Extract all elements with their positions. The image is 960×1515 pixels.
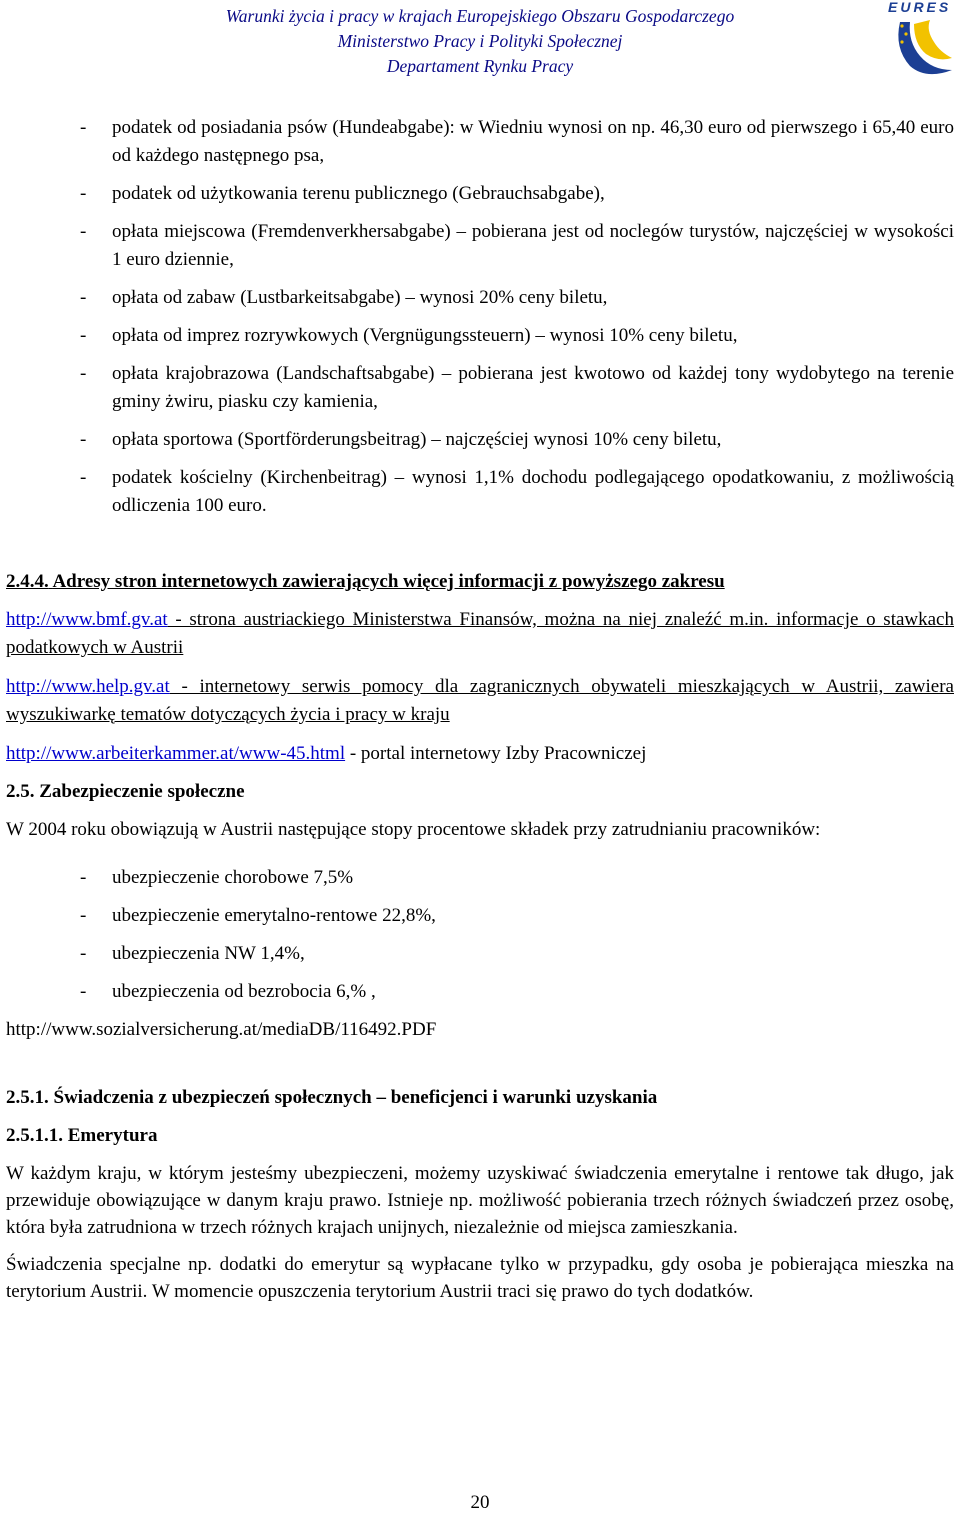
list-item-text: opłata od zabaw (Lustbarkeitsabgabe) – wynosi 20% ceny biletu, bbox=[112, 287, 608, 308]
list-item: - ubezpieczenia NW 1,4%, bbox=[6, 940, 954, 968]
header-text bbox=[160, 4, 800, 79]
link-entry bbox=[6, 740, 954, 768]
link-entry bbox=[6, 673, 954, 729]
section-number: 2.4.4. bbox=[6, 571, 49, 592]
header-line-1: Warunki życia i pracy w krajach Europejskiego Obszaru Gospodarczego bbox=[225, 6, 735, 26]
list-item: - ubezpieczenia od bezrobocia 6,% , bbox=[6, 978, 954, 1006]
list-item-text: opłata krajobrazowa (Landschaftsabgabe) – pobierana jest kwotowo od każdej tony wydobytego na terenie gminy żwiru, piasku czy kamienia, bbox=[112, 363, 954, 412]
list-item-text: podatek od użytkowania terenu publicznego (Gebrauchsabgabe), bbox=[112, 183, 605, 204]
section-title: Adresy stron internetowych zawierających więcej informacji z powyższego zakresu bbox=[52, 571, 725, 592]
fees-list bbox=[6, 114, 954, 520]
section-heading-2-5-1: 2.5.1. Świadczenia z ubezpieczeń społecznych – beneficjenci i warunki uzyskania bbox=[6, 1087, 658, 1108]
header-line-3: Departament Rynku Pracy bbox=[386, 56, 574, 76]
list-item: - ubezpieczenie chorobowe 7,5% bbox=[6, 864, 954, 892]
section-heading-2-5-1-1: 2.5.1.1. Emerytura bbox=[6, 1125, 158, 1146]
list-item-text: ubezpieczenie chorobowe 7,5% bbox=[112, 867, 354, 888]
list-item-text: podatek od posiadania psów (Hundeabgabe): w Wiedniu wynosi on np. 46,30 euro od pierwszego i 65,40 euro od każdego następnego psa, bbox=[112, 117, 954, 166]
link-description: - strona austriackiego Ministerstwa Finansów, można na niej znaleźć m.in. informacje o stawkach podatkowych w Austrii bbox=[6, 609, 954, 658]
link-description: - internetowy serwis pomocy dla zagranicznych obywateli mieszkających w Austrii, zawiera wyszukiwarkę tematów dotyczących życia i pracy w kraju bbox=[6, 676, 954, 725]
bmf-link[interactable]: http://www.bmf.gv.at bbox=[6, 609, 168, 630]
list-item: - opłata od imprez rozrywkowych (Vergnügungssteuern) – wynosi 10% ceny biletu, bbox=[6, 322, 954, 350]
source-url: http://www.sozialversicherung.at/mediaDB/116492.PDF bbox=[6, 1019, 437, 1040]
page-header bbox=[0, 0, 960, 80]
list-item: - opłata sportowa (Sportförderungsbeitrag) – najczęściej wynosi 10% ceny biletu, bbox=[6, 426, 954, 454]
list-item-text: podatek kościelny (Kirchenbeitrag) – wynosi 1,1% dochodu podlegającego opodatkowaniu, z możliwością odliczenia 100 euro. bbox=[112, 467, 954, 516]
eures-logo-text: EURES bbox=[888, 0, 952, 15]
list-item: - opłata krajobrazowa (Landschaftsabgabe) – pobierana jest kwotowo od każdej tony wydobytego na terenie gminy żwiru, piasku czy kamienia, bbox=[6, 360, 954, 416]
section-heading-2-4-4 bbox=[6, 568, 954, 596]
list-item-text: opłata sportowa (Sportförderungsbeitrag) – najczęściej wynosi 10% ceny biletu, bbox=[112, 429, 722, 450]
contribution-list bbox=[6, 864, 954, 1006]
link-description: - portal internetowy Izby Pracowniczej bbox=[345, 743, 647, 764]
list-item: - opłata miejscowa (Fremdenverkhersabgabe) – pobierana jest od noclegów turystów, najczęściej w wysokości 1 euro dziennie, bbox=[6, 218, 954, 274]
list-item-text: ubezpieczenia NW 1,4%, bbox=[112, 943, 305, 964]
list-item-text: ubezpieczenia od bezrobocia 6,% , bbox=[112, 981, 376, 1002]
list-item: - opłata od zabaw (Lustbarkeitsabgabe) – wynosi 20% ceny biletu, bbox=[6, 284, 954, 312]
list-item-text: opłata od imprez rozrywkowych (Vergnügungssteuern) – wynosi 10% ceny biletu, bbox=[112, 325, 738, 346]
list-item: - ubezpieczenie emerytalno-rentowe 22,8%, bbox=[6, 902, 954, 930]
page-number: 20 bbox=[470, 1492, 490, 1513]
paragraph: W każdym kraju, w którym jesteśmy ubezpieczeni, możemy uzyskiwać świadczenia emerytalne i rentowe tak długo, jak przewiduje obowiązujące w danym kraju prawo. Istnieje np. możliwość pobierania trzech różnych świadczeń przez osobę, która była zatrudniona w trzech różnych krajach unijnych, niezależnie od miejsca zamieszkania. bbox=[6, 1163, 954, 1238]
section-heading-2-5: 2.5. Zabezpieczenie społeczne bbox=[6, 781, 245, 802]
help-link[interactable]: http://www.help.gv.at bbox=[6, 676, 170, 697]
list-item-text: ubezpieczenie emerytalno-rentowe 22,8%, bbox=[112, 905, 436, 926]
paragraph: Świadczenia specjalne np. dodatki do emerytur są wypłacane tylko w przypadku, gdy osoba je pobierająca mieszka na terytorium Austrii. W momencie opuszczenia terytorium Austrii traci się prawo do tych dodatków. bbox=[6, 1254, 954, 1302]
eures-logo bbox=[880, 0, 960, 80]
link-entry bbox=[6, 606, 954, 662]
arbeiterkammer-link[interactable]: http://www.arbeiterkammer.at/www-45.html bbox=[6, 743, 346, 764]
paragraph: W 2004 roku obowiązują w Austrii następujące stopy procentowe składek przy zatrudnianiu pracowników: bbox=[6, 819, 821, 840]
list-item: - podatek od użytkowania terenu publicznego (Gebrauchsabgabe), bbox=[6, 180, 954, 208]
list-item: - podatek od posiadania psów (Hundeabgabe): w Wiedniu wynosi on np. 46,30 euro od pierwszego i 65,40 euro od każdego następnego psa, bbox=[6, 114, 954, 170]
list-item-text: opłata miejscowa (Fremdenverkhersabgabe) – pobierana jest od noclegów turystów, najczęściej w wysokości 1 euro dziennie, bbox=[112, 221, 954, 270]
document-body bbox=[6, 114, 954, 1305]
list-item: - podatek kościelny (Kirchenbeitrag) – wynosi 1,1% dochodu podlegającego opodatkowaniu, z możliwością odliczenia 100 euro. bbox=[6, 464, 954, 520]
header-line-2: Ministerstwo Pracy i Polityki Społecznej bbox=[337, 31, 623, 51]
